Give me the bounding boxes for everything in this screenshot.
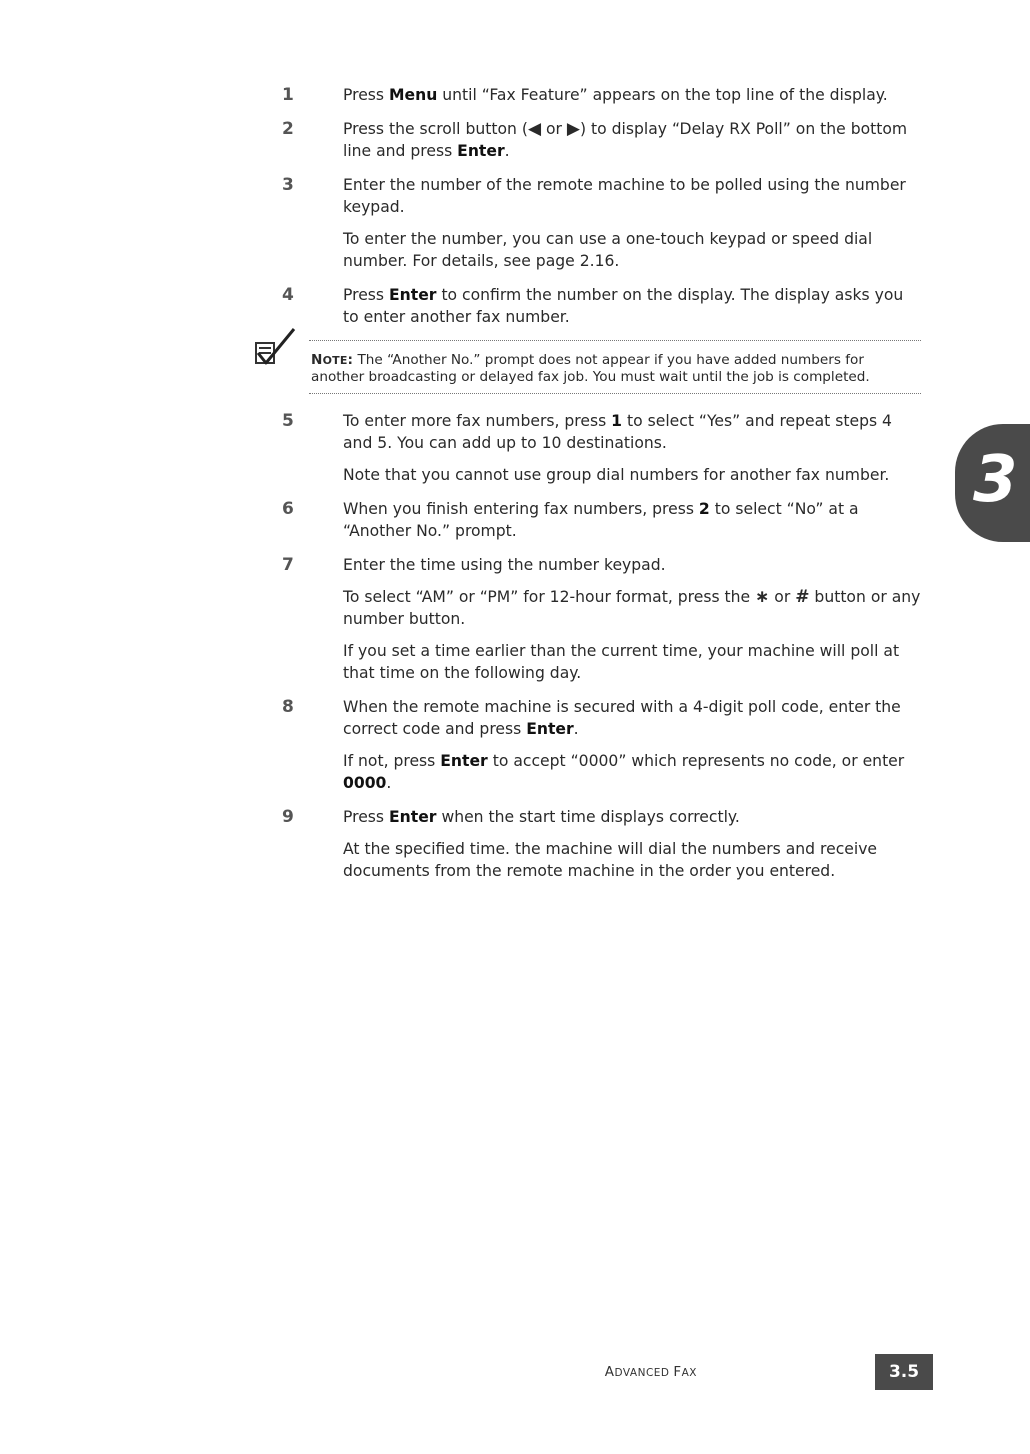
step-detail: If not, press Enter to accept “0000” which represents no code, or enter 0000. (343, 752, 905, 792)
step-7 (282, 554, 922, 684)
step-text: Enter the time using the number keypad. (343, 556, 666, 574)
step-2 (282, 118, 922, 162)
step-text: To enter more fax numbers, press 1 to select “Yes” and repeat steps 4 and 5. You can add up to 10 destinations. (343, 412, 892, 452)
step-text: When you finish entering fax numbers, press 2 to select “No” at a “Another No.” prompt. (343, 500, 859, 540)
step-number: 7 (282, 555, 294, 575)
scroll-left-icon: ◀ (527, 119, 542, 139)
step-4 (282, 284, 922, 328)
star-key-icon: ∗ (755, 587, 770, 607)
step-detail: To select “AM” or “PM” for 12-hour format, press the ∗ or # button or any number button. (343, 587, 921, 628)
step-5 (282, 410, 922, 486)
chapter-number: 3 (973, 443, 1018, 517)
step-detail: Note that you cannot use group dial numbers for another fax number. (343, 466, 890, 484)
step-number: 1 (282, 85, 294, 105)
section-title: ADVANCED FAX (604, 1364, 697, 1380)
note-box (309, 340, 921, 394)
step-text: Enter the number of the remote machine to be polled using the number keypad. (343, 176, 906, 216)
step-number: 5 (282, 411, 294, 431)
step-text: Press the scroll button (◀ or ▶) to display “Delay RX Poll” on the bottom line and press Enter. (343, 119, 908, 160)
step-text: When the remote machine is secured with a 4-digit poll code, enter the correct code and press Enter. (343, 698, 901, 738)
step-9 (282, 806, 922, 882)
step-number: 6 (282, 499, 294, 519)
step-detail: To enter the number, you can use a one-touch keypad or speed dial number. For details, see page 2.16. (343, 230, 873, 270)
step-8 (282, 696, 922, 794)
step-1 (282, 84, 922, 106)
note-label: NOTE: (311, 352, 354, 368)
chapter-tab (955, 424, 1030, 542)
step-number: 2 (282, 119, 294, 139)
step-number: 8 (282, 697, 294, 717)
hash-key-icon: # (795, 587, 810, 607)
note-checkmark-icon (252, 327, 296, 373)
step-text: Press Enter when the start time displays correctly. (343, 808, 740, 826)
scroll-right-icon: ▶ (566, 119, 580, 139)
step-text: Press Menu until “Fax Feature” appears on the top line of the display. (343, 86, 888, 104)
instruction-steps (282, 84, 922, 894)
note-text: The “Another No.” prompt does not appear if you have added numbers for another broadcasting or delayed fax job. You must wait until the job is completed. (311, 352, 870, 385)
page-number: 3.5 (875, 1354, 933, 1390)
step-number: 4 (282, 285, 294, 305)
step-detail: At the specified time. the machine will dial the numbers and receive documents from the remote machine in the order you entered. (343, 840, 878, 880)
step-text: Press Enter to confirm the number on the display. The display asks you to enter another fax number. (343, 286, 904, 326)
step-3 (282, 174, 922, 272)
step-number: 3 (282, 175, 294, 195)
step-detail: If you set a time earlier than the current time, your machine will poll at that time on the following day. (343, 642, 900, 682)
step-6 (282, 498, 922, 542)
step-number: 9 (282, 807, 294, 827)
